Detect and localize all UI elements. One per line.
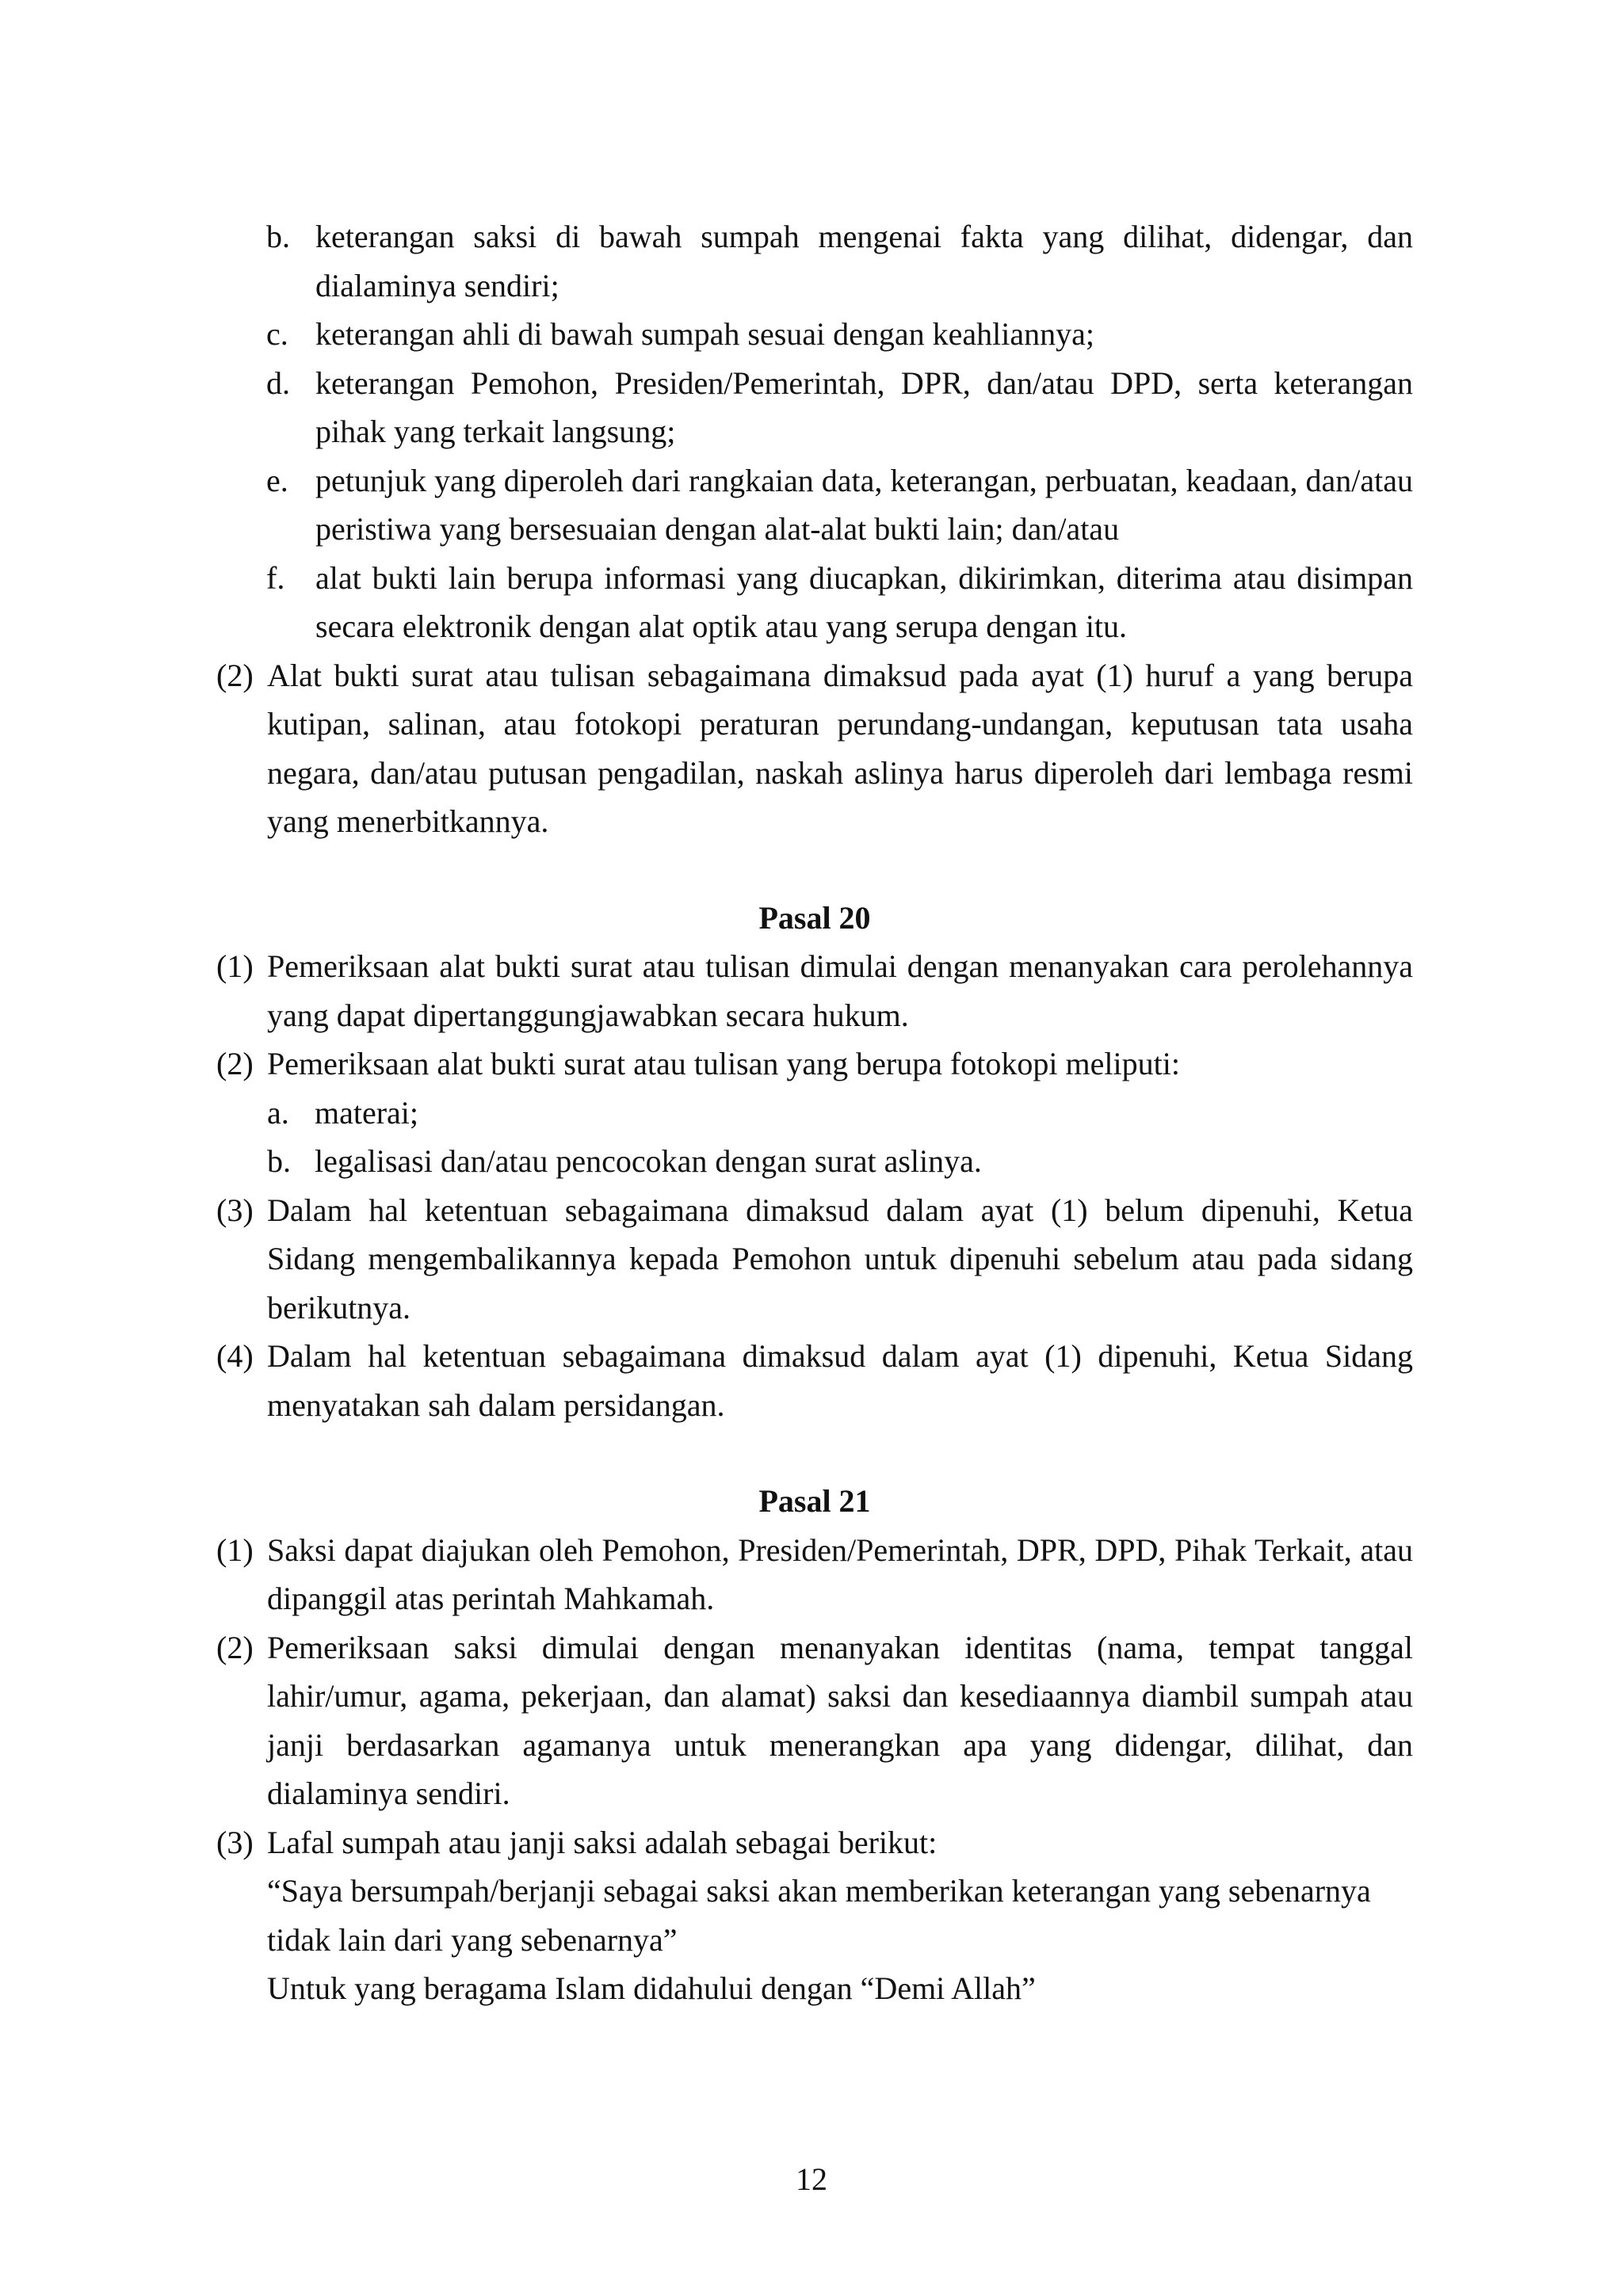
list-item-text: keterangan saksi di bawah sumpah mengenai fakta yang dilihat, didengar, dan dialaminya sendiri; [315, 219, 1413, 303]
list-item-text: petunjuk yang diperoleh dari rangkaian data, keterangan, perbuatan, keadaan, dan/atau peristiwa yang bersesuaian dengan alat-alat bukti lain; dan/atau [315, 462, 1413, 547]
list-item [216, 554, 1413, 651]
paragraph-text: Dalam hal ketentuan sebagaimana dimaksud dalam ayat (1) belum dipenuhi, Ketua Sidang mengembalikannya kepada Pemohon untuk dipenuhi sebelum atau pada sidang berikutnya. [267, 1192, 1413, 1325]
page-number: 12 [796, 2161, 827, 2197]
paragraph-number: (2) [216, 1629, 254, 1665]
paragraph-text: Pemeriksaan alat bukti surat atau tulisan dimulai dengan menanyakan cara perolehannya yang dapat dipertanggungjawabkan secara hukum. [267, 948, 1413, 1033]
numbered-paragraph [216, 1526, 1413, 1623]
list-marker: b. [267, 1143, 291, 1179]
islam-oath-note: Untuk yang beragama Islam didahului dengan “Demi Allah” [267, 1970, 1036, 2006]
list-item [216, 310, 1413, 359]
numbered-paragraph [216, 942, 1413, 1039]
paragraph-text: Pemeriksaan alat bukti surat atau tulisan yang berupa fotokopi meliputi: [267, 1046, 1180, 1081]
numbered-paragraph [216, 651, 1413, 846]
section-spacer [216, 846, 1413, 894]
numbered-paragraph [216, 1332, 1413, 1429]
numbered-paragraph [216, 1818, 1413, 1867]
article-heading-pasal-21: Pasal 21 [758, 1483, 871, 1519]
list-item [216, 359, 1413, 456]
oath-text: “Saya bersumpah/berjanji sebagai saksi akan memberikan keterangan yang sebenarnya tidak lain dari yang sebenarnya” [267, 1873, 1371, 1958]
list-item-text: legalisasi dan/atau pencocokan dengan surat aslinya. [315, 1143, 982, 1179]
list-item-text: keterangan Pemohon, Presiden/Pemerintah, DPR, dan/atau DPD, serta keterangan pihak yang terkait langsung; [315, 364, 1413, 449]
paragraph-text: Pemeriksaan saksi dimulai dengan menanyakan identitas (nama, tempat tanggal lahir/umur, agama, pekerjaan, dan alamat) saksi dan kesediaannya diambil sumpah atau janji berdasarkan agamanya untuk menerangkan apa yang didengar, dilihat, dan dialaminya sendiri. [267, 1629, 1413, 1811]
page-body [216, 212, 1413, 2013]
paragraph-number: (4) [216, 1338, 254, 1374]
list-item-text: alat bukti lain berupa informasi yang diucapkan, dikirimkan, diterima atau disimpan secara elektronik dengan alat optik atau yang serupa dengan itu. [315, 559, 1413, 644]
article-heading-pasal-20: Pasal 20 [758, 899, 871, 936]
list-marker: e. [266, 462, 288, 498]
list-item [216, 1137, 1413, 1186]
list-item [216, 456, 1413, 554]
paragraph-number: (2) [216, 657, 254, 693]
numbered-paragraph [216, 1039, 1413, 1089]
list-marker: d. [266, 364, 290, 401]
paragraph-text: Alat bukti surat atau tulisan sebagaimana dimaksud pada ayat (1) huruf a yang berupa kutipan, salinan, atau fotokopi peraturan perundang-undangan, keputusan tata usaha negara, dan/atau putusan pengadilan, naskah aslinya harus diperoleh dari lembaga resmi yang menerbitkannya. [267, 657, 1413, 839]
numbered-paragraph [216, 1186, 1413, 1333]
numbered-paragraph [216, 1623, 1413, 1818]
list-marker: b. [266, 219, 290, 254]
list-marker: f. [266, 559, 285, 596]
paragraph-number: (1) [216, 1531, 254, 1568]
paragraph-number: (2) [216, 1046, 254, 1081]
paragraph-number: (3) [216, 1824, 254, 1860]
paragraph-text: Lafal sumpah atau janji saksi adalah sebagai berikut: [267, 1824, 938, 1860]
paragraph-text: Saksi dapat diajukan oleh Pemohon, Presiden/Pemerintah, DPR, DPD, Pihak Terkait, atau dipanggil atas perintah Mahkamah. [267, 1531, 1413, 1616]
list-marker: c. [266, 316, 288, 352]
paragraph-text: Dalam hal ketentuan sebagaimana dimaksud dalam ayat (1) dipenuhi, Ketua Sidang menyatakan sah dalam persidangan. [267, 1338, 1413, 1423]
list-marker: a. [267, 1094, 289, 1131]
list-item [216, 1089, 1413, 1138]
paragraph-number: (3) [216, 1192, 254, 1228]
list-item-text: materai; [315, 1094, 419, 1131]
section-spacer [216, 1429, 1413, 1477]
list-item [216, 212, 1413, 310]
paragraph-number: (1) [216, 948, 254, 984]
list-item-text: keterangan ahli di bawah sumpah sesuai dengan keahliannya; [315, 316, 1094, 352]
